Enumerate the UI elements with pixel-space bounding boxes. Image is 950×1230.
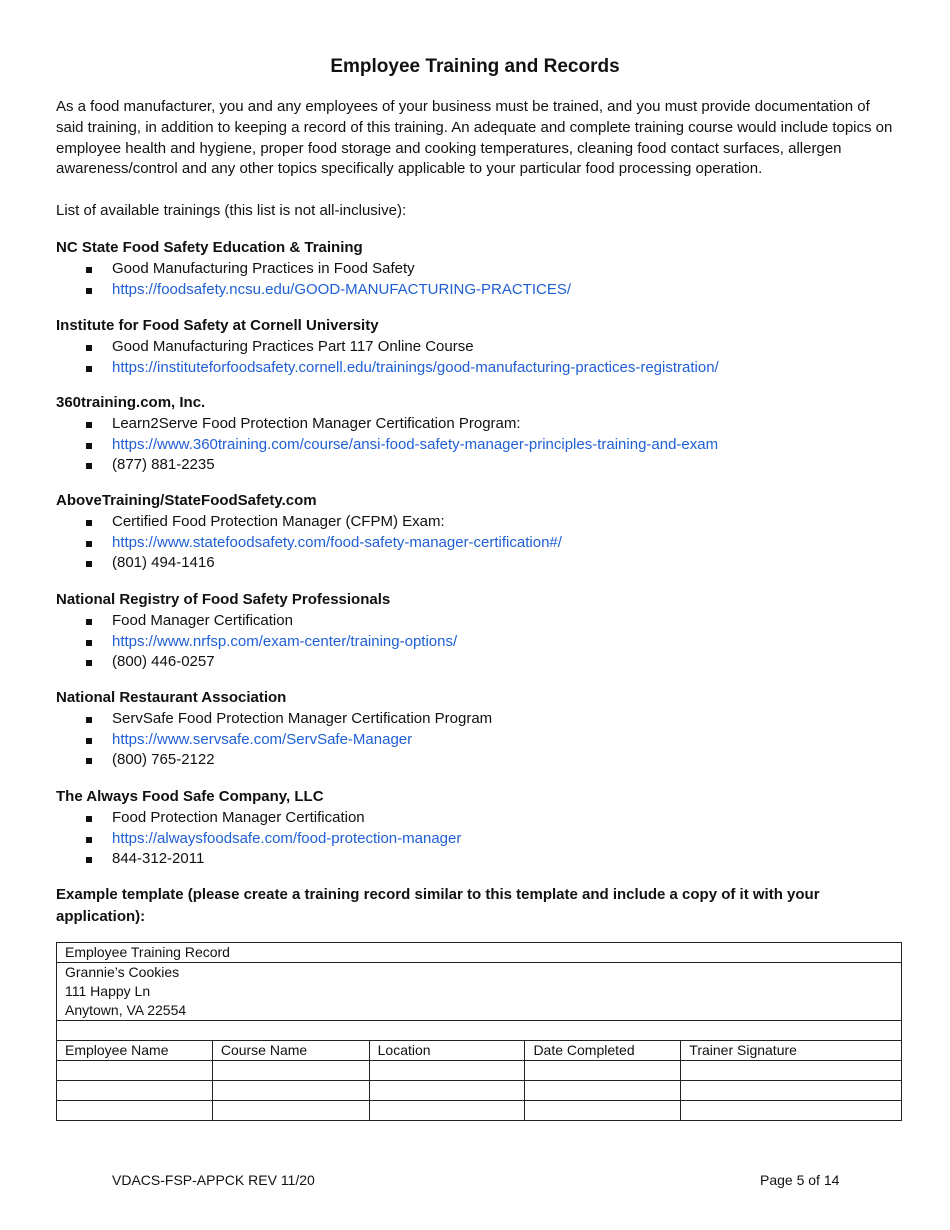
business-name: Grannie’s Cookies (65, 964, 180, 980)
bullet-icon (86, 619, 92, 625)
list-item: Food Manager Certification (56, 611, 896, 632)
list-item (56, 280, 896, 301)
provider-alwaysfoodsafe (56, 787, 896, 870)
table-cell[interactable] (369, 1061, 525, 1081)
phone-number: (801) 494-1416 (112, 554, 215, 572)
provider-name: Institute for Food Safety at Cornell University (56, 317, 379, 334)
table-cell[interactable] (525, 1101, 681, 1121)
phone-number: 844-312-2011 (112, 850, 205, 868)
provider-link[interactable]: https://instituteforfoodsafety.cornell.edu/trainings/good-manufacturing-practices-registration/ (112, 358, 719, 376)
phone-number: (800) 446-0257 (112, 653, 215, 671)
provider-name: National Registry of Food Safety Professionals (56, 591, 391, 608)
list-item (56, 553, 896, 574)
bullet-icon (86, 816, 92, 822)
provider-list (56, 709, 896, 771)
provider-name: NC State Food Safety Education & Training (56, 239, 363, 256)
bullet-icon (86, 640, 92, 646)
provider-360training (56, 393, 896, 476)
table-row (57, 1021, 902, 1041)
bullet-icon (86, 857, 92, 863)
list-item: Good Manufacturing Practices Part 117 Online Course (56, 337, 896, 358)
provider-link[interactable]: https://alwaysfoodsafe.com/food-protection-manager (112, 829, 462, 847)
bullet-icon (86, 422, 92, 428)
list-intro: List of available trainings (this list is not all-inclusive): (56, 202, 407, 219)
list-item (56, 358, 896, 379)
address-line: Anytown, VA 22554 (65, 1002, 187, 1018)
list-item: Good Manufacturing Practices in Food Safety (56, 259, 896, 280)
phone-number: (800) 765-2122 (112, 751, 215, 769)
column-header: Location (369, 1041, 525, 1061)
table-cell[interactable] (212, 1061, 369, 1081)
table-row (57, 963, 902, 1021)
provider-nra (56, 688, 896, 771)
table-cell[interactable] (369, 1101, 525, 1121)
list-item (56, 632, 896, 653)
provider-name: National Restaurant Association (56, 689, 287, 706)
list-item (56, 435, 896, 456)
list-item (56, 533, 896, 554)
provider-list (56, 512, 896, 574)
page-title: Employee Training and Records (330, 56, 620, 77)
provider-name: AboveTraining/StateFoodSafety.com (56, 492, 317, 509)
column-header: Date Completed (525, 1041, 681, 1061)
table-row (57, 1081, 902, 1101)
provider-link[interactable]: https://www.servsafe.com/ServSafe-Manager (112, 730, 413, 748)
list-item: Food Protection Manager Certification (56, 808, 896, 829)
column-header: Employee Name (57, 1041, 213, 1061)
list-item (56, 750, 896, 771)
bullet-icon (86, 541, 92, 547)
record-title: Employee Training Record (57, 943, 902, 963)
table-cell[interactable] (57, 1101, 213, 1121)
provider-link[interactable]: https://www.nrfsp.com/exam-center/training-options/ (112, 632, 458, 650)
list-item (56, 849, 896, 870)
table-cell[interactable] (525, 1061, 681, 1081)
list-item: Learn2Serve Food Protection Manager Certification Program: (56, 414, 896, 435)
provider-ncsu (56, 238, 896, 300)
list-item (56, 455, 896, 476)
table-cell[interactable] (57, 1061, 213, 1081)
provider-cornell (56, 316, 896, 378)
table-cell[interactable] (681, 1061, 902, 1081)
provider-link[interactable]: https://www.statefoodsafety.com/food-safety-manager-certification#/ (112, 533, 562, 551)
bullet-icon (86, 267, 92, 273)
bullet-icon (86, 738, 92, 744)
provider-statefoodsafety (56, 491, 896, 574)
provider-list (56, 808, 896, 870)
business-address (57, 963, 902, 1021)
bullet-icon (86, 463, 92, 469)
phone-number: (877) 881-2235 (112, 456, 215, 474)
bullet-icon (86, 288, 92, 294)
table-cell[interactable] (681, 1081, 902, 1101)
provider-name: 360training.com, Inc. (56, 394, 206, 411)
list-item: Certified Food Protection Manager (CFPM) Exam: (56, 512, 896, 533)
empty-cell (57, 1021, 902, 1041)
provider-name: The Always Food Safe Company, LLC (56, 788, 324, 805)
provider-list (56, 611, 896, 673)
table-header-row (57, 1041, 902, 1061)
provider-link[interactable]: https://foodsafety.ncsu.edu/GOOD-MANUFACTURING-PRACTICES/ (112, 280, 572, 298)
bullet-icon (86, 443, 92, 449)
training-record-table (56, 942, 902, 1121)
table-cell[interactable] (57, 1081, 213, 1101)
footer-form-id: VDACS-FSP-APPCK REV 11/20 (112, 1172, 315, 1188)
table-cell[interactable] (681, 1101, 902, 1121)
footer-page-number: Page 5 of 14 (760, 1172, 840, 1188)
table-cell[interactable] (525, 1081, 681, 1101)
table-row (57, 943, 902, 963)
address-line: 111 Happy Ln (65, 983, 151, 999)
list-item (56, 730, 896, 751)
provider-link[interactable]: https://www.360training.com/course/ansi-food-safety-manager-principles-training-and-exam (112, 435, 719, 453)
intro-paragraph: As a food manufacturer, you and any employees of your business must be trained, and you must provide documentation of said training, in addition to keeping a record of this training. An adequate and complete training course would include topics on employee health and hygiene, proper food storage and cooking temperatures, cleaning food contact surfaces, allergen awareness/control and any other topics specifically applicable to your particular food processing operation. (56, 98, 893, 178)
bullet-icon (86, 366, 92, 372)
column-header: Course Name (212, 1041, 369, 1061)
provider-list (56, 414, 896, 476)
example-template-note: Example template (please create a training record similar to this template and include a copy of it with your application): (56, 886, 820, 925)
list-item (56, 652, 896, 673)
column-header: Trainer Signature (681, 1041, 902, 1061)
provider-nrfsp (56, 590, 896, 673)
bullet-icon (86, 561, 92, 567)
bullet-icon (86, 520, 92, 526)
list-item (56, 829, 896, 850)
provider-list (56, 337, 896, 379)
table-cell[interactable] (369, 1081, 525, 1101)
bullet-icon (86, 758, 92, 764)
table-row (57, 1061, 902, 1081)
bullet-icon (86, 837, 92, 843)
bullet-icon (86, 660, 92, 666)
table-cell[interactable] (212, 1101, 369, 1121)
list-item: ServSafe Food Protection Manager Certification Program (56, 709, 896, 730)
bullet-icon (86, 345, 92, 351)
provider-list (56, 259, 896, 301)
table-cell[interactable] (212, 1081, 369, 1101)
bullet-icon (86, 717, 92, 723)
table-row (57, 1101, 902, 1121)
